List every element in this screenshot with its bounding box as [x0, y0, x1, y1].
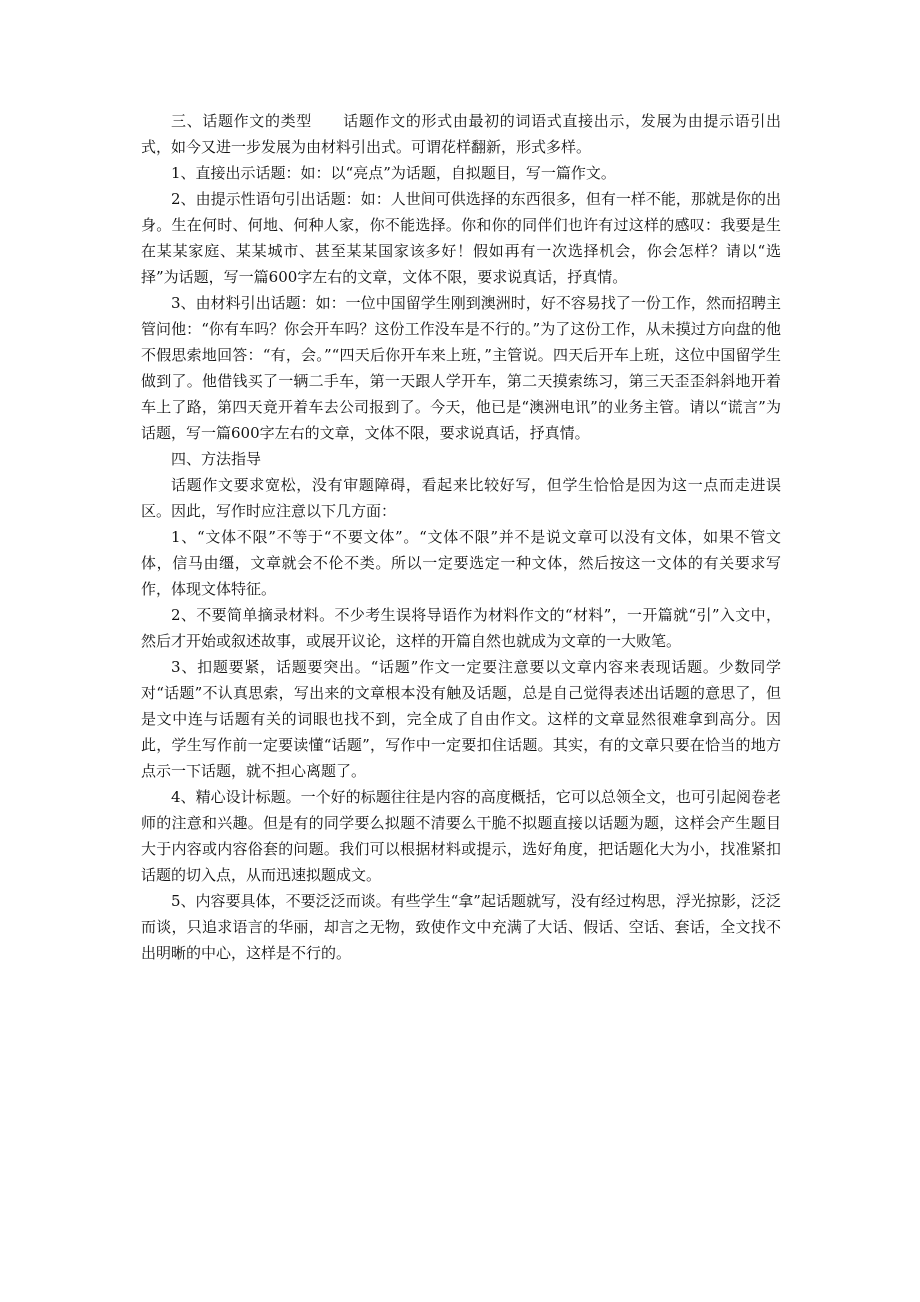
- document-body: [141, 108, 781, 966]
- paragraph-prompt-topic: 2、由提示性语句引出话题：如：人世间可供选择的东西很多，但有一样不能，那就是你的出身。生在何时、何地、何种人家，你不能选择。你和你的同伴们也许有过这样的感叹：我要是生在某某家庭、某某城市、甚至某某国家该多好！假如再有一次选择机会，你会怎样？请以“选择”为话题，写一篇600字左右的文章，文体不限，要求说真话，抒真情。: [141, 190, 781, 286]
- section-heading-method: 四、方法指导: [171, 450, 262, 468]
- paragraph-method-intro: 话题作文要求宽松，没有审题障碍，看起来比较好写，但学生恰恰是因为这一点而走进误区。因此，写作时应注意以下几方面：: [141, 476, 781, 520]
- paragraph-tip-1: 1、“文体不限”不等于“不要文体”。“文体不限”并不是说文章可以没有文体，如果不管文体，信马由缰，文章就会不伦不类。所以一定要选定一种文体，然后按这一文体的有关要求写作，体现文体特征。: [141, 528, 781, 598]
- paragraph-direct-topic: 1、直接出示话题：如：以“亮点”为话题，自拟题目，写一篇作文。: [171, 164, 616, 182]
- paragraph-topic-types: 三、话题作文的类型 话题作文的形式由最初的词语式直接出示，发展为由提示语引出式，如今又进一步发展为由材料引出式。可谓花样翻新，形式多样。: [141, 112, 781, 156]
- paragraph-tip-5: 5、内容要具体，不要泛泛而谈。有些学生“拿”起话题就写，没有经过构思，浮光掠影，泛泛而谈，只追求语言的华丽，却言之无物，致使作文中充满了大话、假话、空话、套话，全文找不出明晰的中心，这样是不行的。: [141, 892, 781, 962]
- paragraph-tip-4: 4、精心设计标题。一个好的标题往往是内容的高度概括，它可以总领全文，也可引起阅卷老师的注意和兴趣。但是有的同学要么拟题不清要么干脆不拟题直接以话题为题，这样会产生题目大于内容或内容俗套的问题。我们可以根据材料或提示，选好角度，把话题化大为小，找准紧扣话题的切入点，从而迅速拟题成文。: [141, 788, 781, 884]
- paragraph-material-topic: 3、由材料引出话题：如：一位中国留学生刚到澳洲时，好不容易找了一份工作，然而招聘主管问他：“你有车吗？你会开车吗？这份工作没车是不行的。”为了这份工作，从未摸过方向盘的他不假思索地回答：“有，会。”“四天后你开车来上班，”主管说。四天后开车上班，这位中国留学生做到了。他借钱买了一辆二手车，第一天跟人学开车，第二天摸索练习，第三天歪歪斜斜地开着车上了路，第四天竟开着车去公司报到了。今天，他已是“澳洲电讯”的业务主管。请以“谎言”为话题，写一篇600字左右的文章，文体不限，要求说真话，抒真情。: [141, 294, 781, 442]
- paragraph-tip-3: 3、扣题要紧，话题要突出。“话题”作文一定要注意要以文章内容来表现话题。少数同学对“话题”不认真思索，写出来的文章根本没有触及话题，总是自己觉得表述出话题的意思了，但是文中连与话题有关的词眼也找不到，完全成了自由作文。这样的文章显然很难拿到高分。因此，学生写作前一定要读懂“话题”，写作中一定要扣住话题。其实，有的文章只要在恰当的地方点示一下话题，就不担心离题了。: [141, 658, 781, 780]
- paragraph-tip-2: 2、不要简单摘录材料。不少考生误将导语作为材料作文的“材料”，一开篇就“引”入文中，然后才开始或叙述故事，或展开议论，这样的开篇自然也就成为文章的一大败笔。: [141, 606, 781, 650]
